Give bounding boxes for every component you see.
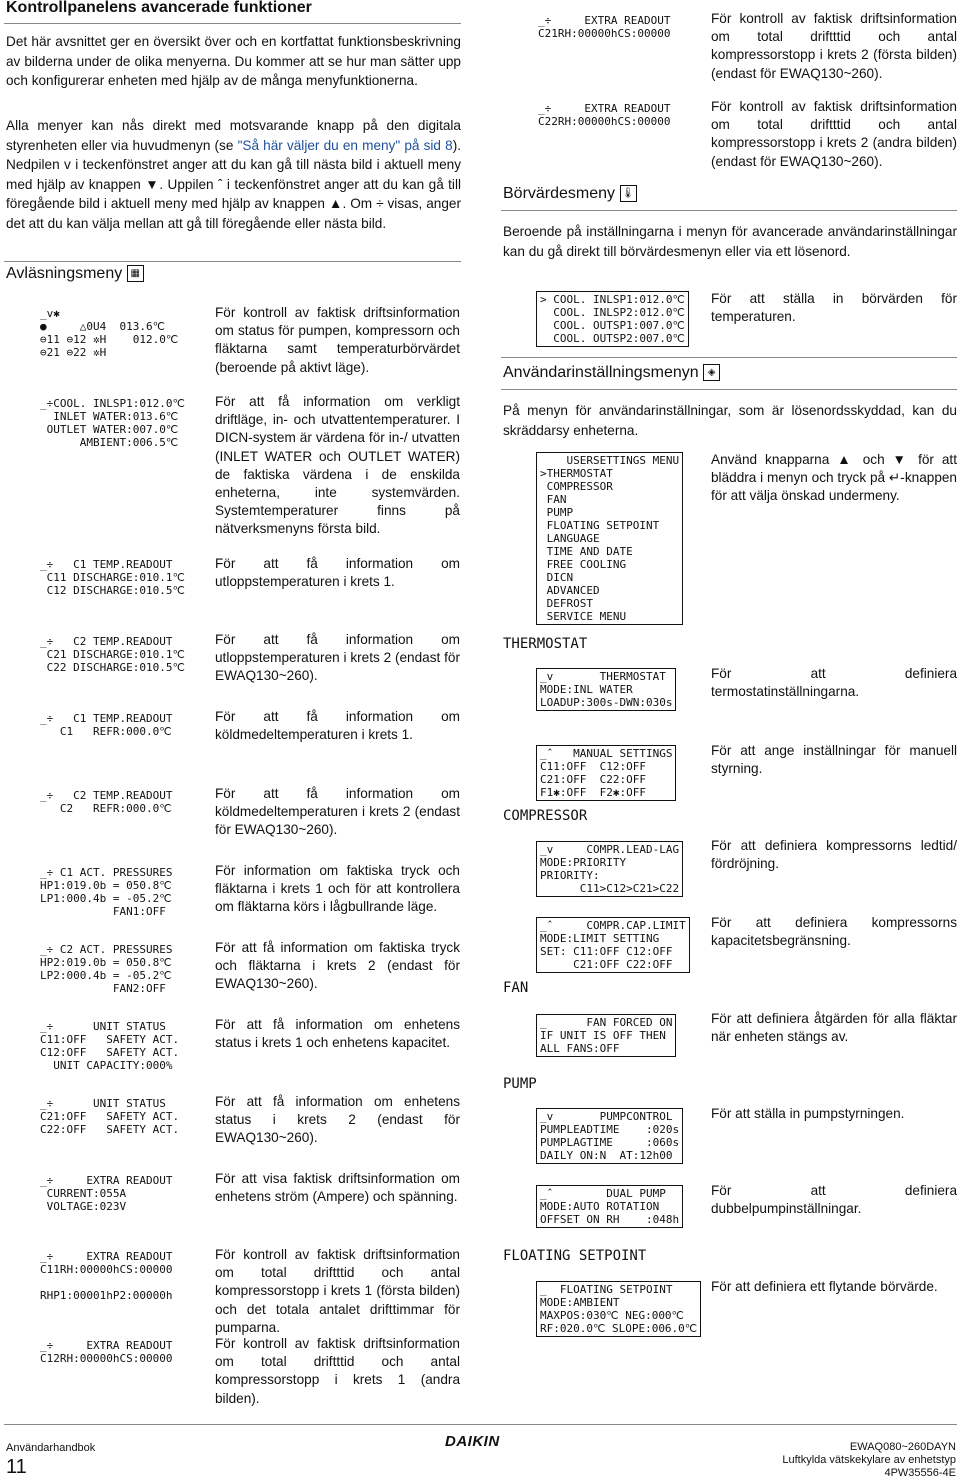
compr-lead-lag-screen: _v COMPR.LEAD-LAG MODE:PRIORITY PRIORITY: C11>C12>C21>C22	[536, 841, 683, 897]
readout-icon: ▦	[127, 265, 144, 282]
readout-screen-9: _÷ UNIT STATUS C11:OFF SAFETY ACT. C12:OFF SAFETY ACT. UNIT CAPACITY:000%	[40, 1020, 180, 1072]
dual-pump-desc: För att definiera dubbelpumpinställningar.	[711, 1183, 957, 1217]
compr-cap-limit-screen: _ˆ COMPR.CAP.LIMIT MODE:LIMIT SETTING SET: C11:OFF C12:OFF C21:OFF C22:OFF	[536, 917, 690, 973]
page-title: Kontrollpanelens avancerade funktioner	[6, 0, 312, 16]
fan-heading: FAN	[503, 980, 529, 996]
extra-readout-screen-c21: _÷ EXTRA READOUT C21RH:00000hCS:00000	[538, 14, 671, 40]
title-divider	[4, 23, 461, 24]
fan-forced-on-screen: _ FAN FORCED ON IF UNIT IS OFF THEN ALL FANS:OFF	[536, 1014, 676, 1057]
readout-desc-1: För kontroll av faktisk driftsinformation om status för pumpen, kompressorn och fläktarna samt temperaturbörvärdet (beroende på aktivt läge).	[215, 305, 460, 375]
readout-screen-3: _÷ C1 TEMP.READOUT C11 DISCHARGE:010.1℃ C12 DISCHARGE:010.5℃	[40, 558, 185, 597]
readout-desc-7: För information om faktiska tryck och fläktarna i krets 1 och för att kontrollera om fläktarna körs i lågbullrande läge.	[215, 863, 460, 915]
readout-desc-2: För att få information om verkligt driftläge, in- och utvattentemperaturer. I DICN-system är värdena för in-/ utvatten (INLET WATER och OUTLET WATER) de faktiska värdena i de enskilda enheterna, inte systemvärden. Systemtemperaturer finns på nätverksmenyns första bild.	[215, 394, 460, 537]
readout-desc-12: För kontroll av faktisk driftsinformation om total driftttid och antal kompressorstopp i krets 1 (första bilden) och det totala antalet drifttimmar för pumparna.	[215, 1247, 460, 1335]
readout-desc-9: För att få information om enhetens status i krets 1 och enhetens kapacitet.	[215, 1017, 460, 1051]
manual-settings-screen: _ˆ MANUAL SETTINGS C11:OFF C12:OFF C21:OFF C22:OFF F1✱:OFF F2✱:OFF	[536, 745, 676, 801]
readout-desc-5: För att få information om köldmedeltemperaturen i krets 1.	[215, 709, 460, 743]
usersettings-heading: Användarinställningsmenyn ◈	[503, 364, 720, 382]
usersettings-icon: ◈	[703, 364, 720, 381]
setpoint-divider	[501, 210, 957, 211]
floating-setpoint-desc: För att definiera ett flytande börvärde.	[711, 1279, 938, 1294]
readout-desc-10: För att få information om enhetens status i krets 2 (endast för EWAQ130~260).	[215, 1094, 460, 1146]
setpoint-desc: För att ställa in börvärden för temperaturen.	[711, 291, 957, 325]
footer-divider	[4, 1424, 957, 1425]
pumpcontrol-desc: För att ställa in pumpstyrningen.	[711, 1106, 905, 1121]
intro-paragraph-2	[6, 116, 461, 233]
usersettings-divider-top	[501, 357, 957, 358]
readout-desc-11: För att visa faktisk driftsinformation om enhetens ström (Ampere) och spänning.	[215, 1171, 460, 1205]
compr-lead-lag-desc: För att definiera kompressorns ledtid/ fördröjning.	[711, 838, 957, 872]
footer-docnum: 4PW35556-4E	[884, 1467, 956, 1479]
fan-forced-on-desc: För att definiera åtgärden för alla fläktar när enheten stängs av.	[711, 1011, 957, 1045]
setpoint-icon: 🌡	[620, 185, 637, 202]
readout-desc-8: För att få information om faktiska tryck och fläktarna i krets 2 (endast för EWAQ130~260).	[215, 940, 460, 992]
usersettings-text: På menyn för användarinställningar, som är lösenordsskyddad, kan du skräddarsy enheterna.	[503, 403, 957, 438]
dual-pump-screen: _ˆ DUAL PUMP MODE:AUTO ROTATION OFFSET ON RH :048h	[536, 1185, 683, 1228]
intro-p2-b: ). Nedpilen v i teckenfönstret anger att du kan gå till nästa bild i aktuell meny med hjälp av knappen ▼. Uppilen ˆ i teckenfönstret anger att du kan gå till föregående bild i aktuell meny med hjälp av knappen ▲. Om ÷ visas, anger det att du kan välja mellan att gå till föregående eller nästa bild.	[6, 137, 461, 231]
pumpcontrol-screen: _v PUMPCONTROL PUMPLEADTIME :020s PUMPLAGTIME :060s DAILY ON:N AT:12h00	[536, 1108, 683, 1164]
extra-readout-desc-c21: För kontroll av faktisk driftsinformation om total driftttid och antal kompressorstopp i krets 2 (första bilden) (endast för EWAQ130~260).	[711, 11, 957, 81]
readout-screen-1: _v✱ ● △0U4 013.6℃ ⊖11 ⊖12 ✲H 012.0℃ ⊖21 ⊖22 ✲H	[40, 307, 179, 359]
readout-screen-10: _÷ UNIT STATUS C21:OFF SAFETY ACT. C22:OFF SAFETY ACT.	[40, 1097, 180, 1136]
floating-setpoint-screen: _ FLOATING SETPOINT MODE:AMBIENT MAXPOS:030℃ NEG:000℃ RF:020.0℃ SLOPE:006.0℃	[536, 1281, 701, 1337]
compressor-heading: COMPRESSOR	[503, 808, 588, 824]
footer-label: Användarhandbok	[6, 1442, 96, 1454]
thermostat-screen: _v THERMOSTAT MODE:INL WATER LOADUP:300s-DWN:030s	[536, 668, 676, 711]
footer-product: Luftkylda vätskekylare av enhetstyp	[782, 1454, 956, 1466]
footer-model: EWAQ080~260DAYN	[849, 1441, 956, 1453]
readout-screen-7: _÷ C1 ACT. PRESSURES HP1:019.0b = 050.8℃ LP1:000.4b = -05.2℃ FAN1:OFF	[40, 866, 173, 918]
readout-divider	[4, 261, 461, 262]
compr-cap-limit-desc: För att definiera kompressorns kapacitetsbegränsning.	[711, 915, 957, 949]
footer-right	[656, 1441, 956, 1480]
readout-desc-4: För att få information om utloppstemperaturen i krets 2 (endast för EWAQ130~260).	[215, 632, 460, 684]
readout-desc-13: För kontroll av faktisk driftsinformation om total driftttid och antal kompressorstopp i krets 1 (andra bilden).	[215, 1336, 460, 1406]
setpoint-screen: > COOL. INLSP1:012.0℃ COOL. INLSP2:012.0℃ COOL. OUTSP1:007.0℃ COOL. OUTSP2:007.0℃	[536, 291, 689, 347]
readout-screen-6: _÷ C2 TEMP.READOUT C2 REFR:000.0℃	[40, 789, 173, 815]
intro-link[interactable]: "Så här väljer du en meny" på sid 8	[237, 137, 453, 153]
setpoint-heading: Börvärdesmeny 🌡	[503, 185, 637, 203]
readout-screen-4: _÷ C2 TEMP.READOUT C21 DISCHARGE:010.1℃ C22 DISCHARGE:010.5℃	[40, 635, 185, 674]
usersettings-menu-desc: Använd knapparna ▲ och ▼ för att bläddra i menyn och tryck på ↵-knappen för att välja önskad undermeny.	[711, 452, 957, 504]
readout-screen-2: _÷COOL. INLSP1:012.0℃ INLET WATER:013.6℃ OUTLET WATER:007.0℃ AMBIENT:006.5℃	[40, 397, 185, 449]
readout-desc-6: För att få information om köldmedeltemperaturen i krets 2 (endast för EWAQ130~260).	[215, 786, 460, 838]
setpoint-text: Beroende på inställningarna i menyn för avancerade användarinställningar kan du gå direkt till börvärdesmenyn eller via ett lösenord.	[503, 224, 957, 259]
intro-paragraph-1: Det här avsnittet ger en översikt över och en kortfattat funktionsbeskrivning av bilderna under de olika menyerna. Du kommer att se hur man sätter upp och konfigurerar enheten med hjälp av de många menyfunktionerna.	[6, 34, 461, 88]
daikin-logo: DAIKIN	[445, 1433, 500, 1450]
readout-screen-5: _÷ C1 TEMP.READOUT C1 REFR:000.0℃	[40, 712, 173, 738]
extra-readout-desc-c22: För kontroll av faktisk driftsinformation om total driftttid och antal kompressorstopp i krets 2 (andra bilden) (endast för EWAQ130~260).	[711, 99, 957, 169]
manual-settings-desc: För att ange inställningar för manuell styrning.	[711, 743, 957, 777]
readout-heading: Avläsningsmeny ▦	[6, 265, 144, 283]
thermostat-desc: För att definiera termostatinställningarna.	[711, 666, 957, 700]
usersettings-divider	[501, 389, 957, 390]
page-number: 11	[6, 1456, 27, 1478]
usersettings-menu-screen: USERSETTINGS MENU >THERMOSTAT COMPRESSOR FAN PUMP FLOATING SETPOINT LANGUAGE TIME AND DATE FREE COOLING DICN ADVANCED DEFROST SERVICE MENU	[536, 452, 683, 625]
readout-screen-12: _÷ EXTRA READOUT C11RH:00000hCS:00000 RHP1:00001hP2:00000h	[40, 1250, 173, 1302]
readout-screen-13: _÷ EXTRA READOUT C12RH:00000hCS:00000	[40, 1339, 173, 1365]
floating-setpoint-heading: FLOATING SETPOINT	[503, 1248, 647, 1264]
readout-desc-3: För att få information om utloppstemperaturen i krets 1.	[215, 556, 460, 590]
thermostat-heading: THERMOSTAT	[503, 636, 588, 652]
readout-screen-8: _÷ C2 ACT. PRESSURES HP2:019.0b = 050.8℃ LP2:000.4b = -05.2℃ FAN2:OFF	[40, 943, 173, 995]
extra-readout-screen-c22: _÷ EXTRA READOUT C22RH:00000hCS:00000	[538, 102, 671, 128]
readout-screen-11: _÷ EXTRA READOUT CURRENT:055A VOLTAGE:023V	[40, 1174, 173, 1213]
pump-heading: PUMP	[503, 1076, 537, 1092]
intro-p2-a: Alla menyer kan nås direkt med motsvarande knapp på den digitala styrenheten eller via huvudmenyn (se	[6, 118, 461, 153]
